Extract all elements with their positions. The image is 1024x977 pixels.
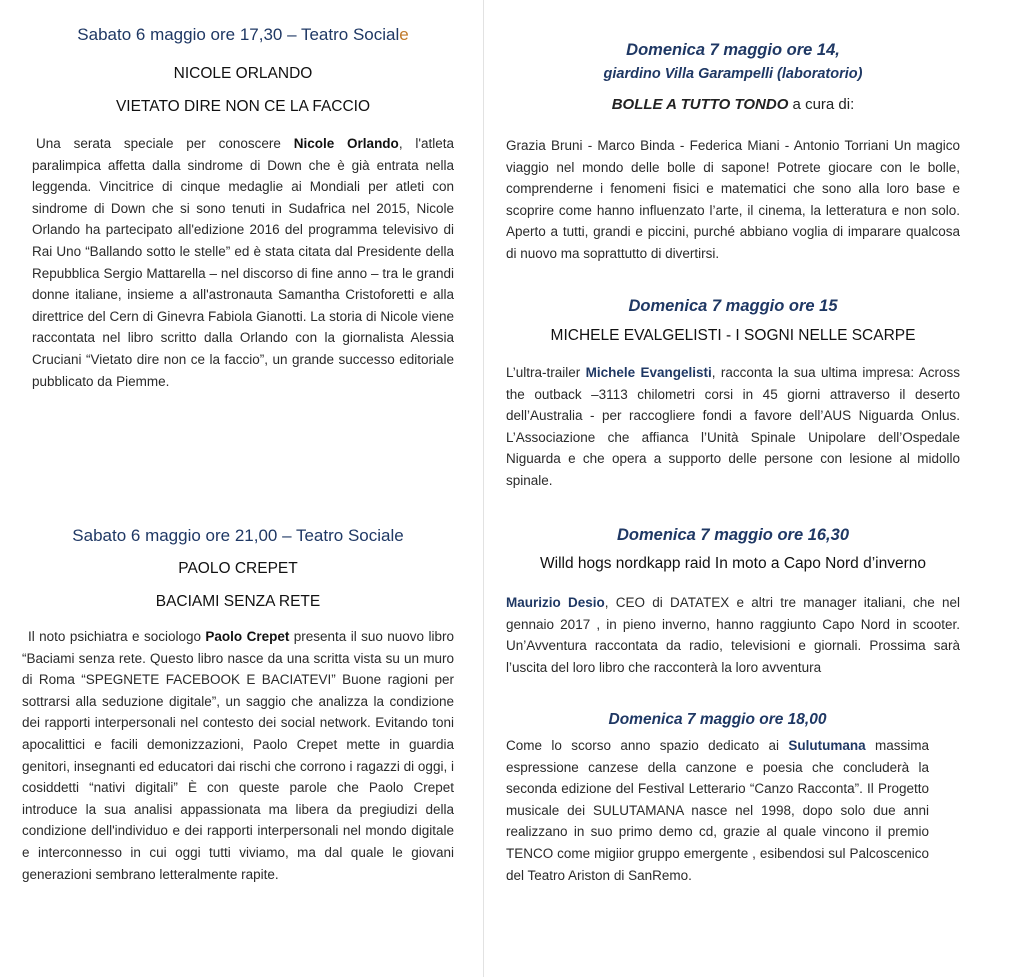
event-description: Maurizio Desio, CEO di DATATEX e altri tre manager italiani, che nel gennaio 2017 , in pieno inverno, hanno raggiunto Capo Nord in scooter. Un’Avventura raccontata da radio, televisioni e giornali. Prossima sarà l’uscita del loro libro che racconterà la loro avventura <box>506 595 961 675</box>
event-date-heading: Domenica 7 maggio ore 15 <box>628 297 838 315</box>
event-title-name: PAOLO CREPET <box>178 560 298 577</box>
event-date-heading: Sabato 6 maggio ore 17,30 – Teatro Sociale <box>77 25 409 44</box>
event-michele-evangelisti <box>506 293 960 492</box>
event-nicole-orlando <box>32 24 454 392</box>
event-title-book: VIETATO DIRE NON CE LA FACCIO <box>115 98 371 115</box>
event-date-heading: Domenica 7 maggio ore 16,30 <box>616 526 849 544</box>
event-date-heading: Sabato 6 maggio ore 21,00 – Teatro Sociale <box>72 526 404 545</box>
event-description: Una serata speciale per conoscere Nicole Orlando, l'atleta paralimpica affetta dalla sindrome di Down che è già entrata nella leggenda. Vincitrice di cinque medaglie ai Mondiali per atleti con sindrome di Down che si sono tenuti in Sudafrica nel 2015, Nicole Orlando ha partecipato all'edizione 2016 del programma televisivo di Rai Uno “Ballando sotto le stelle” ed è stata citata dal Presidente della Repubblica Sergio Mattarella – nel discorso di fine anno – tra le grandi donne italiane, insieme a all'astronauta Samantha Cristoforetti e alla direttrice del Cern di Ginevra Fabiola Gianotti. La storia di Nicole viene raccontata nel libro scritto dalla Orlando con la giornalista Alessia Cruciani “Vietato dire non ce la faccio”, un grande successo editoriale pubblicato da Piemme. <box>32 136 454 389</box>
event-bolle-a-tutto-tondo <box>506 37 960 265</box>
event-title: Willd hogs nordkapp raid In moto a Capo Nord d’inverno <box>540 555 926 572</box>
event-title: BOLLE A TUTTO TONDO a cura di: <box>611 96 855 113</box>
event-wild-hogs <box>506 522 960 678</box>
event-description: Come lo scorso anno spazio dedicato ai Sulutumana massima espressione canzese della canzone e poesia che concluderà la seconda edizione del Festival Letterario “Canzo Racconta”. Il Progetto musicale dei SULUTAMANA nasce nel 1998, dopo solo due anni realizzano in suo primo demo cd, grazie al quale vincono il premio TENCO come migiior gruppo emergente , esibendosi sul Palcoscenico del Teatro Ariston di SanRemo. <box>506 738 930 883</box>
column-divider <box>483 0 484 977</box>
event-paolo-crepet <box>22 525 454 885</box>
event-description: L’ultra-trailer Michele Evangelisti, racconta la sua ultima impresa: Across the outback –3113 chilometri corsi in 45 giorni attraverso il deserto dell’Australia - per raccogliere fondi a favore dell’AUS Niguarda Onlus. L’Associazione che affianca l’Unità Spinale Unipolare dell’Ospedale Niguarda e che opera a supporto delle persone con lesione al midollo spinale. <box>506 365 961 488</box>
event-sulutumana <box>506 707 929 886</box>
event-date-heading: Domenica 7 maggio ore 14, <box>626 41 840 59</box>
event-location: giardino Villa Garampelli (laboratorio) <box>603 66 863 82</box>
event-title-book: BACIAMI SENZA RETE <box>155 593 321 610</box>
event-description: Grazia Bruni - Marco Binda - Federica Miani - Antonio Torriani Un magico viaggio nel mondo delle bolle di sapone! Potrete giocare con le bolle, comprenderne i fenomeni fisici e matematici che sono alla loro base e scoprire come hanno influenzato l’arte, il cinema, la letteratura e non solo. Aperto a tutti, grandi e piccini, purché abbiano voglia di imparare qualcosa di nuovo ma soprattutto di divertirsi. <box>506 138 960 261</box>
event-title: MICHELE EVALGELISTI - I SOGNI NELLE SCARPE <box>550 327 916 344</box>
event-date-heading: Domenica 7 maggio ore 18,00 <box>608 711 827 728</box>
event-title-name: NICOLE ORLANDO <box>173 65 313 82</box>
event-description: Il noto psichiatra e sociologo Paolo Crepet presenta il suo nuovo libro “Baciami senza rete. Questo libro nasce da una scritta vista su un muro di Roma “SPEGNETE FACEBOOK E BACIATEVI” Buone ragioni per sottrarsi alla seduzione digitale”, un saggio che analizza la condizione dei rapporti interpersonali nel contesto dei social network. Evitando toni apocalittici e facili demonizzazioni, Paolo Crepet mette in guardia genitori, insegnanti ed educatori dai rischi che corrono i ragazzi di oggi, i cosiddetti “nativi digitali” È con queste parole che Paolo Crepet introduce la sua analisi appassionata ma libera da pregiudizi della condizione dell'individuo e dei rapporti interpersonali nel mondo digitale e interconnesso in cui oggi tutti viviamo, ma dal quale le giovani generazioni sembrano letteralmente rapite. <box>22 629 454 882</box>
